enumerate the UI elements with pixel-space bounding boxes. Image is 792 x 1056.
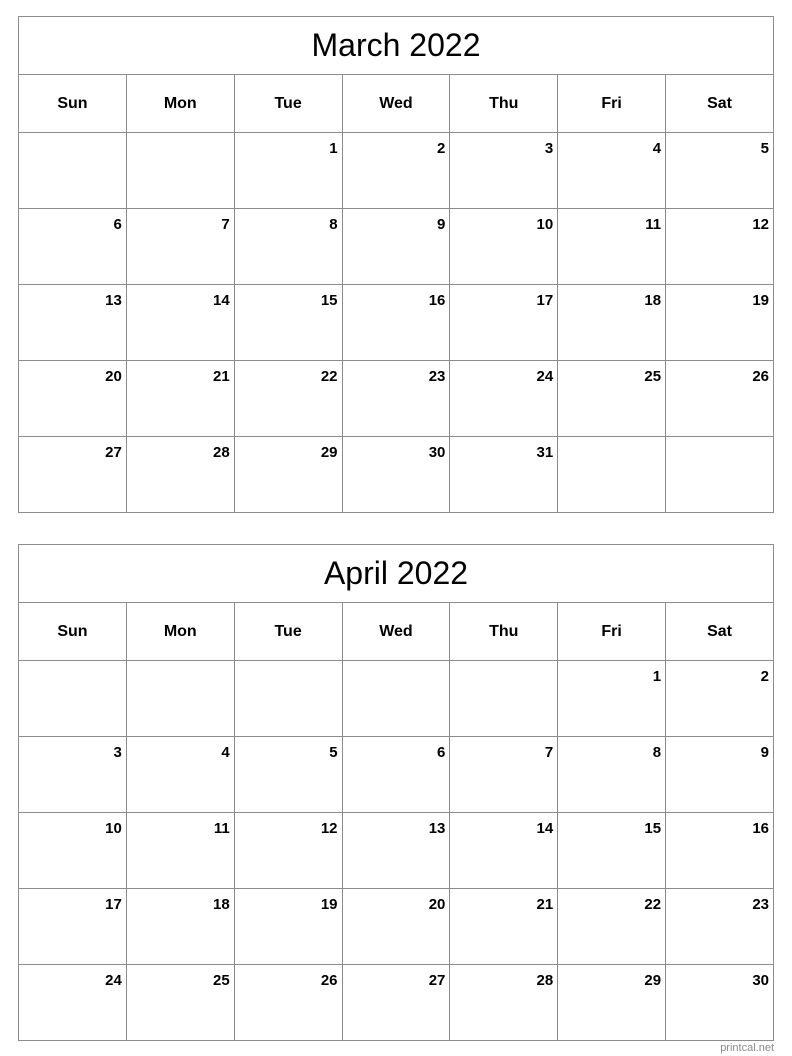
day-cell	[19, 737, 127, 813]
day-number: 28	[536, 972, 554, 989]
day-cell	[126, 209, 234, 285]
week-row	[19, 813, 774, 889]
weekday-label: Sat	[666, 603, 774, 661]
day-cell	[558, 133, 666, 209]
day-cell	[450, 209, 558, 285]
day-cell	[666, 737, 774, 813]
day-cell	[450, 361, 558, 437]
day-cell	[342, 813, 450, 889]
day-number: 15	[320, 292, 338, 309]
day-number: 21	[213, 368, 230, 385]
day-number: 12	[752, 216, 769, 233]
day-cell	[19, 437, 127, 513]
day-number: 23	[428, 368, 446, 385]
day-cell	[19, 361, 127, 437]
day-cell	[234, 209, 342, 285]
day-number	[666, 437, 773, 444]
week-row	[19, 661, 774, 737]
day-number: 16	[752, 820, 769, 837]
day-number: 26	[752, 368, 769, 385]
week-row	[19, 737, 774, 813]
day-cell	[450, 813, 558, 889]
day-number	[19, 133, 126, 140]
day-number	[235, 661, 342, 668]
day-number: 15	[644, 820, 662, 837]
day-cell	[19, 133, 127, 209]
day-cell	[234, 285, 342, 361]
day-cell	[126, 813, 234, 889]
day-number: 8	[652, 744, 662, 761]
weekday-label: Thu	[450, 75, 558, 133]
day-cell	[126, 965, 234, 1041]
day-number: 13	[428, 820, 446, 837]
day-number: 6	[437, 744, 446, 761]
day-cell	[126, 133, 234, 209]
week-row	[19, 965, 774, 1041]
day-number: 7	[221, 216, 230, 233]
day-cell	[342, 737, 450, 813]
weekday-label: Thu	[450, 603, 558, 661]
day-cell	[19, 285, 127, 361]
day-number: 12	[320, 820, 338, 837]
day-cell	[234, 889, 342, 965]
day-cell	[342, 133, 450, 209]
day-number: 22	[320, 368, 338, 385]
day-number: 18	[213, 896, 230, 913]
day-cell	[342, 437, 450, 513]
day-cell	[666, 285, 774, 361]
day-number: 17	[536, 292, 554, 309]
day-cell	[126, 285, 234, 361]
day-number: 23	[752, 896, 769, 913]
day-number: 5	[760, 140, 769, 157]
day-number: 24	[105, 972, 122, 989]
weekday-label: Mon	[126, 603, 234, 661]
week-row	[19, 133, 774, 209]
day-cell	[666, 661, 774, 737]
day-cell	[342, 209, 450, 285]
day-number: 14	[213, 292, 230, 309]
weekday-label: Sun	[19, 75, 127, 133]
day-number: 10	[105, 820, 122, 837]
day-number: 31	[536, 444, 554, 461]
day-number: 14	[536, 820, 554, 837]
day-number: 3	[544, 140, 554, 157]
day-number: 25	[213, 972, 230, 989]
day-cell	[558, 661, 666, 737]
day-cell	[342, 361, 450, 437]
day-number: 3	[113, 744, 122, 761]
day-cell	[234, 737, 342, 813]
weekday-label: Sat	[666, 75, 774, 133]
day-cell	[450, 965, 558, 1041]
day-number: 25	[644, 368, 662, 385]
month-title: March 2022	[19, 17, 774, 75]
day-cell	[450, 437, 558, 513]
day-cell	[234, 661, 342, 737]
week-row	[19, 285, 774, 361]
day-number: 29	[644, 972, 662, 989]
day-cell	[666, 813, 774, 889]
day-cell	[234, 965, 342, 1041]
weekday-label: Tue	[234, 75, 342, 133]
day-cell	[342, 285, 450, 361]
day-cell	[19, 889, 127, 965]
day-number: 7	[544, 744, 554, 761]
day-number: 4	[652, 140, 662, 157]
day-number: 9	[760, 744, 769, 761]
day-number: 18	[644, 292, 662, 309]
day-cell	[126, 661, 234, 737]
day-cell	[558, 965, 666, 1041]
day-number	[558, 437, 665, 444]
day-number	[450, 661, 557, 668]
day-cell	[234, 133, 342, 209]
day-cell	[450, 285, 558, 361]
day-cell	[666, 209, 774, 285]
day-cell	[558, 209, 666, 285]
day-number: 1	[329, 140, 338, 157]
day-cell	[558, 889, 666, 965]
week-row	[19, 437, 774, 513]
weekday-label: Fri	[558, 75, 666, 133]
day-number: 27	[428, 972, 446, 989]
calendar-march	[18, 16, 774, 513]
day-cell	[234, 813, 342, 889]
day-cell	[234, 437, 342, 513]
day-cell	[666, 361, 774, 437]
day-number	[127, 133, 234, 140]
day-number: 13	[105, 292, 122, 309]
day-cell	[342, 965, 450, 1041]
day-number: 9	[437, 216, 446, 233]
day-cell	[558, 437, 666, 513]
footer-credit: printcal.net	[720, 1042, 774, 1054]
day-number	[127, 661, 234, 668]
day-number: 24	[536, 368, 554, 385]
day-cell	[234, 361, 342, 437]
day-number: 17	[105, 896, 122, 913]
day-cell	[558, 361, 666, 437]
day-number: 21	[536, 896, 554, 913]
day-number: 2	[437, 140, 446, 157]
week-row	[19, 361, 774, 437]
day-number: 26	[320, 972, 338, 989]
day-number: 2	[760, 668, 769, 685]
day-number: 10	[536, 216, 554, 233]
day-number: 6	[113, 216, 122, 233]
day-cell	[558, 737, 666, 813]
day-cell	[19, 813, 127, 889]
week-row	[19, 889, 774, 965]
day-number: 29	[320, 444, 338, 461]
weekday-header-row	[19, 603, 774, 661]
weekday-label: Wed	[342, 75, 450, 133]
day-cell	[342, 661, 450, 737]
weekday-label: Wed	[342, 603, 450, 661]
day-cell	[450, 889, 558, 965]
day-number: 11	[645, 216, 662, 233]
day-number: 27	[105, 444, 122, 461]
day-cell	[666, 133, 774, 209]
day-number: 5	[329, 744, 338, 761]
day-cell	[126, 737, 234, 813]
day-cell	[126, 361, 234, 437]
weekday-header-row	[19, 75, 774, 133]
day-cell	[558, 285, 666, 361]
day-cell	[342, 889, 450, 965]
day-cell	[666, 889, 774, 965]
day-number: 30	[428, 444, 446, 461]
day-cell	[558, 813, 666, 889]
weekday-label: Sun	[19, 603, 127, 661]
weekday-label: Mon	[126, 75, 234, 133]
day-number: 30	[752, 972, 769, 989]
day-cell	[450, 661, 558, 737]
month-title: April 2022	[19, 545, 774, 603]
week-row	[19, 209, 774, 285]
day-cell	[19, 965, 127, 1041]
day-number: 28	[213, 444, 230, 461]
day-cell	[666, 965, 774, 1041]
day-number: 20	[105, 368, 122, 385]
day-number: 4	[221, 744, 230, 761]
day-number: 11	[213, 820, 230, 837]
day-number: 19	[752, 292, 769, 309]
day-cell	[450, 133, 558, 209]
day-cell	[126, 889, 234, 965]
day-number	[19, 661, 126, 668]
day-number: 20	[428, 896, 446, 913]
day-cell	[126, 437, 234, 513]
day-number: 22	[644, 896, 662, 913]
calendar-april	[18, 544, 774, 1041]
weekday-label: Tue	[234, 603, 342, 661]
day-cell	[19, 209, 127, 285]
day-cell	[19, 661, 127, 737]
day-number: 8	[329, 216, 338, 233]
weekday-label: Fri	[558, 603, 666, 661]
day-number: 16	[428, 292, 446, 309]
day-cell	[450, 737, 558, 813]
day-number: 19	[320, 896, 338, 913]
day-number: 1	[652, 668, 662, 685]
day-number	[343, 661, 450, 668]
day-cell	[666, 437, 774, 513]
